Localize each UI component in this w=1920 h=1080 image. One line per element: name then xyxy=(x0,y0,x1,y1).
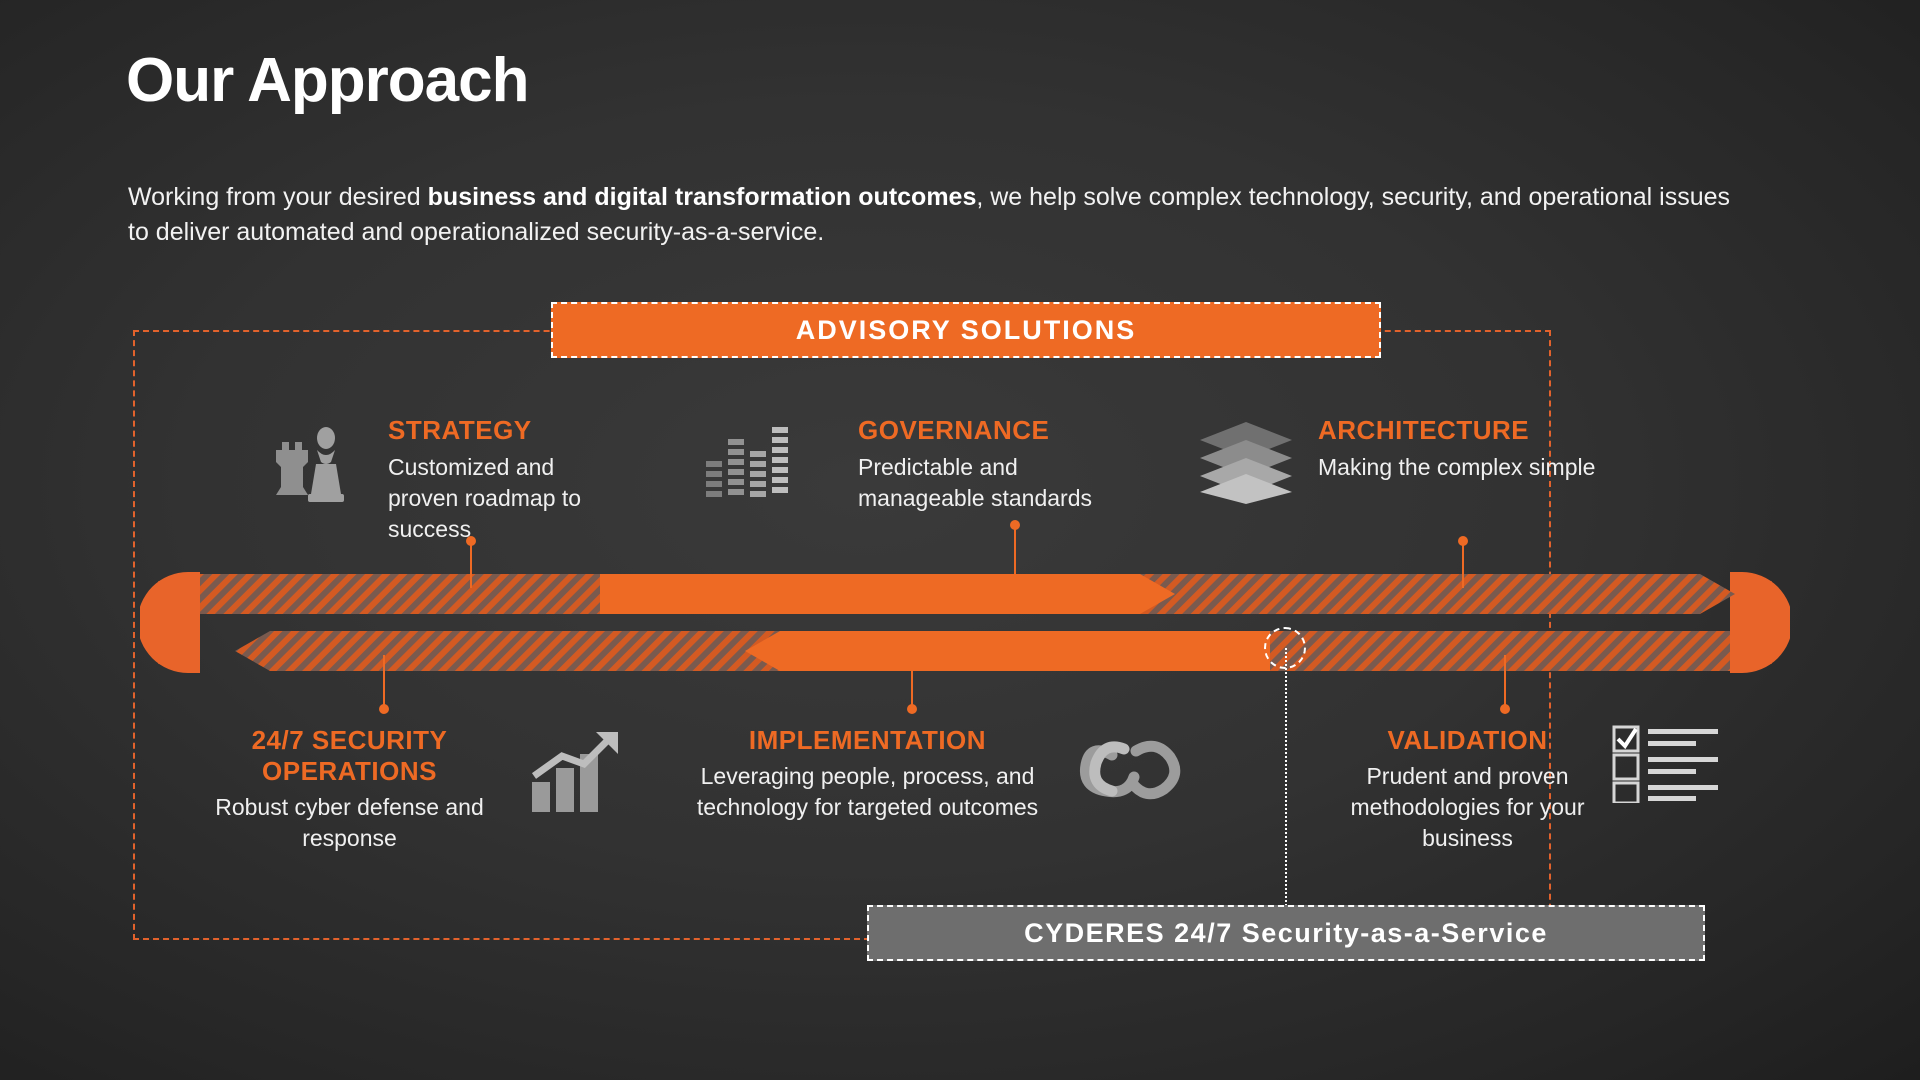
cyderes-connector-line xyxy=(1285,648,1287,906)
stem-implementation xyxy=(911,655,913,710)
bottom-item-validation xyxy=(1340,725,1595,854)
top-item-architecture-title: ARCHITECTURE xyxy=(1318,415,1530,445)
bottom-item-secops xyxy=(212,725,487,854)
top-item-governance xyxy=(858,415,1118,514)
growth-chart-icon xyxy=(528,730,624,821)
process-arrow-band xyxy=(140,570,1790,675)
top-item-architecture-desc: Making the complex simple xyxy=(1318,454,1596,480)
top-item-governance-desc: Predictable and manageable standards xyxy=(858,454,1092,512)
subtitle-part-2: , we help solve complex technology, security, and operational issues to deliver automated and operationalized security-as-a-service. xyxy=(128,183,1731,246)
top-item-strategy-desc: Customized and proven roadmap to success xyxy=(388,454,582,543)
stem-secops xyxy=(383,655,385,710)
chain-links-icon xyxy=(1078,735,1188,812)
stem-architecture xyxy=(1462,540,1464,588)
advisory-solutions-banner: ADVISORY SOLUTIONS xyxy=(551,302,1381,358)
chess-pieces-icon xyxy=(268,420,354,511)
cyderes-banner: CYDERES 24/7 Security-as-a-Service xyxy=(867,905,1705,961)
stem-dot xyxy=(379,704,389,714)
bar-levels-icon xyxy=(706,425,811,510)
bottom-item-secops-desc: Robust cyber defense and response xyxy=(215,794,484,852)
subtitle-emphasis: business and digital transformation outcomes xyxy=(427,183,977,211)
bottom-item-implementation xyxy=(690,725,1045,823)
bottom-item-validation-desc: Prudent and proven methodologies for your business xyxy=(1350,763,1585,852)
top-item-strategy xyxy=(388,415,618,545)
bottom-item-validation-title: VALIDATION xyxy=(1387,725,1548,755)
page-title: Our Approach xyxy=(126,46,529,115)
top-item-architecture xyxy=(1318,415,1658,483)
stacked-chevrons-icon xyxy=(1198,420,1294,511)
stem-governance xyxy=(1014,524,1016,588)
stem-dot xyxy=(1458,536,1468,546)
stem-validation xyxy=(1504,655,1506,710)
bottom-item-implementation-title: IMPLEMENTATION xyxy=(748,725,987,755)
subtitle-part-1: Working from your desired xyxy=(128,183,428,211)
bottom-item-secops-title: 24/7 SECURITY OPERATIONS xyxy=(251,725,448,787)
top-item-strategy-title: STRATEGY xyxy=(388,415,532,445)
checklist-icon xyxy=(1612,725,1720,808)
bottom-item-implementation-desc: Leveraging people, process, and technology for targeted outcomes xyxy=(696,763,1039,821)
page-subtitle xyxy=(128,180,1738,249)
stem-dot xyxy=(907,704,917,714)
stem-dot xyxy=(1010,520,1020,530)
stem-strategy xyxy=(470,540,472,588)
top-item-governance-title: GOVERNANCE xyxy=(858,415,1050,445)
stem-dot xyxy=(1500,704,1510,714)
